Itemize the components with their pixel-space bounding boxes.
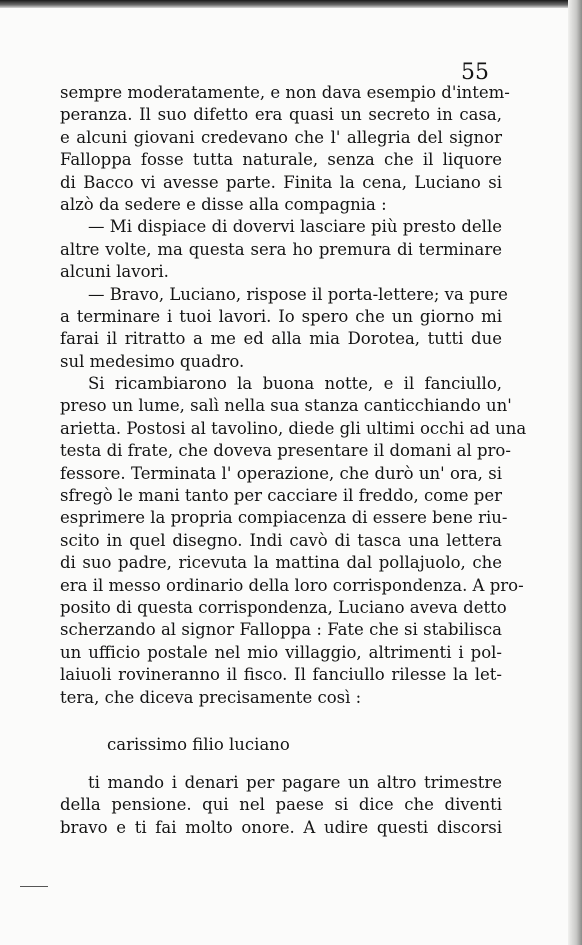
- footer-rule: [20, 886, 48, 887]
- page-number: 55: [461, 60, 489, 85]
- letter-salutation: carissimo filio luciano: [107, 735, 290, 754]
- text-line: era il messo ordinario della loro corrispondenza. A pro-: [60, 575, 524, 595]
- body-text: [60, 82, 527, 709]
- text-line: farai il ritratto a me ed alla mia Dorotea, tutti due: [60, 329, 502, 349]
- text-line: peranza. Il suo difetto era quasi un secreto in casa,: [60, 105, 502, 125]
- text-line: — Bravo, Luciano, rispose il porta-lettere; va pure: [88, 284, 508, 304]
- text-line: posito di questa corrispondenza, Luciano aveva detto: [60, 597, 507, 617]
- text-line: e alcuni giovani credevano che l' allegria del signor: [60, 127, 502, 147]
- text-line: sempre moderatamente, e non dava esempio d'intem-: [60, 83, 510, 102]
- text-line: arietta. Postosi al tavolino, diede gli ultimi occhi ad una: [60, 418, 527, 438]
- text-line: Si ricambiarono la buona notte, e il fanciullo,: [88, 374, 502, 394]
- text-line: un ufficio postale nel mio villaggio, altrimenti i pol-: [60, 642, 502, 662]
- text-line: scherzando al signor Falloppa : Fate che si stabilisca: [60, 620, 502, 640]
- text-line: tera, che diceva precisamente così :: [60, 687, 362, 707]
- text-line: di Bacco vi avesse parte. Finita la cena, Luciano si: [60, 172, 502, 192]
- text-line: esprimere la propria compiacenza di essere bene riu-: [60, 508, 508, 528]
- page-right-edge-shadow: [568, 0, 582, 945]
- text-line: scito in quel disegno. Indi cavò di tasca una lettera: [60, 530, 502, 550]
- text-line: fessore. Terminata l' operazione, che durò un' ora, si: [60, 463, 502, 483]
- text-line: sul medesimo quadro.: [60, 351, 245, 371]
- letter-line: bravo e ti fai molto onore. A udire questi discorsi: [60, 817, 502, 837]
- text-line: testa di frate, che doveva presentare il domani al pro-: [60, 441, 511, 461]
- text-line: sfregò le mani tanto per cacciare il freddo, come per: [60, 486, 502, 506]
- text-line: alcuni lavori.: [60, 262, 169, 282]
- letter-line: ti mando i denari per pagare un altro trimestre: [88, 773, 502, 792]
- text-line: a terminare i tuoi lavori. Io spero che un giorno mi: [60, 306, 502, 326]
- text-line: — Mi dispiace di dovervi lasciare più presto delle: [88, 217, 502, 237]
- text-line: laiuoli rovineranno il fisco. Il fanciullo rilesse la let-: [60, 665, 502, 685]
- letter-line: della pensione. qui nel paese si dice che diventi: [60, 795, 502, 815]
- letter-text: [60, 772, 502, 839]
- text-line: Falloppa fosse tutta naturale, senza che il liquore: [60, 150, 502, 170]
- page-top-edge: [0, 0, 582, 8]
- text-line: altre volte, ma questa sera ho premura di terminare: [60, 239, 502, 259]
- text-line: alzò da sedere e disse alla compagnia :: [60, 194, 387, 214]
- text-line: preso un lume, salì nella sua stanza canticchiando un': [60, 396, 512, 416]
- text-line: di suo padre, ricevuta la mattina dal pollajuolo, che: [60, 553, 502, 573]
